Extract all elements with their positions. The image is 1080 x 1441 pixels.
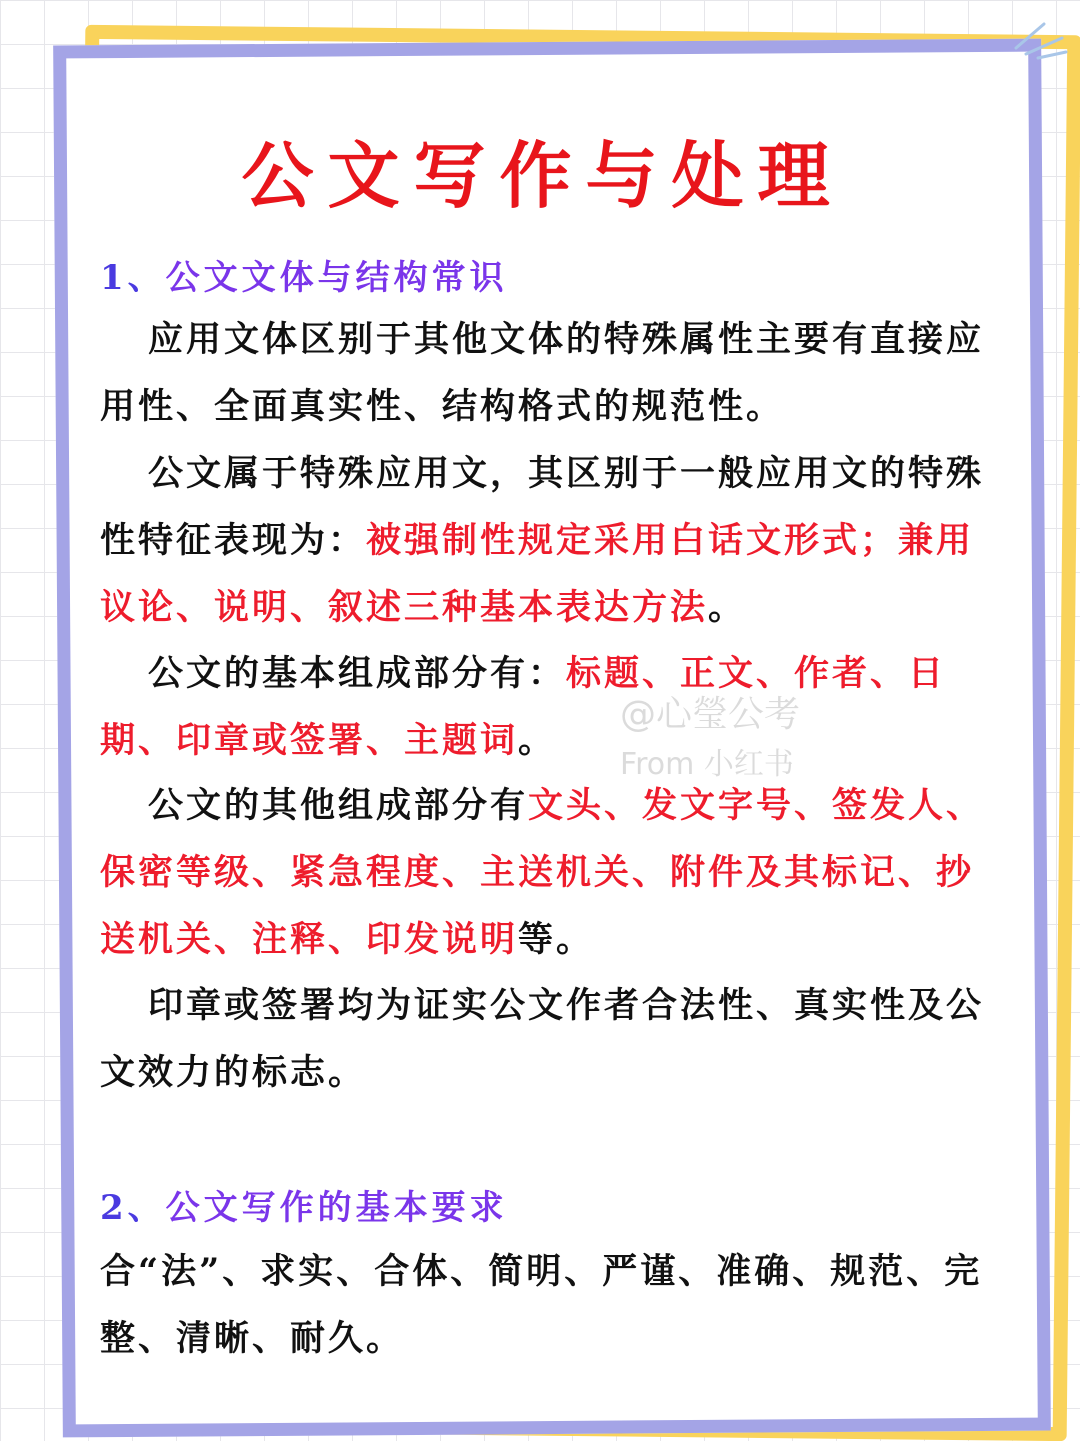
section-1-paragraph-1: 应用文体区别于其他文体的特殊属性主要有直接应用性、全面真实性、结构格式的规范性。 [100, 319, 985, 427]
paragraph-4-end: 等。 [518, 919, 595, 960]
paragraph-4-highlight: 文头、发文字号、签发人、保密等级、紧急程度、主送机关、附件及其标记、抄送机关、注释、印发说明 [100, 785, 985, 960]
page-title: 公文写作与处理 [241, 133, 844, 218]
paragraph-4-text: 公文的其他组成部分有 [148, 785, 529, 826]
paragraph-3-text: 公文的基本组成部分有： [148, 653, 567, 694]
paragraph-2-highlight: 被强制性规定采用白话文形式；兼用议论、说明、叙述三种基本表达方法 [100, 520, 975, 628]
section-2-paragraph-1: 合“法”、求实、合体、简明、严谨、准确、规范、完整、清晰、耐久。 [100, 1251, 983, 1359]
watermark-account: @心瑩公考 [620, 694, 801, 735]
section-1-paragraph-2 [100, 440, 985, 641]
paragraph-3-end: 。 [518, 720, 557, 761]
section-1-title: 公文文体与结构常识 [165, 258, 508, 298]
section-1-paragraph-3 [100, 640, 985, 774]
paragraph-2-end: 。 [708, 587, 747, 628]
watermark-source: From 小红书 [620, 747, 794, 782]
section-2-number: 2、 [100, 1188, 166, 1228]
section-2-heading [100, 1180, 508, 1229]
section-1-heading [100, 250, 508, 299]
section-1-number: 1、 [100, 258, 166, 298]
paragraph-2-text: 公文属于特殊应用文，其区别于一般应用文的特殊性特征表现为： [100, 453, 985, 561]
section-2-title: 公文写作的基本要求 [165, 1188, 508, 1228]
watermark [620, 690, 800, 790]
corner-decoration-icon [1004, 10, 1074, 60]
section-1-paragraph-5: 印章或签署均为证实公文作者合法性、真实性及公文效力的标志。 [100, 985, 985, 1093]
section-1-paragraph-4 [100, 772, 985, 973]
paragraph-3-highlight: 标题、正文、作者、日期、印章或签署、主题词 [100, 653, 947, 761]
